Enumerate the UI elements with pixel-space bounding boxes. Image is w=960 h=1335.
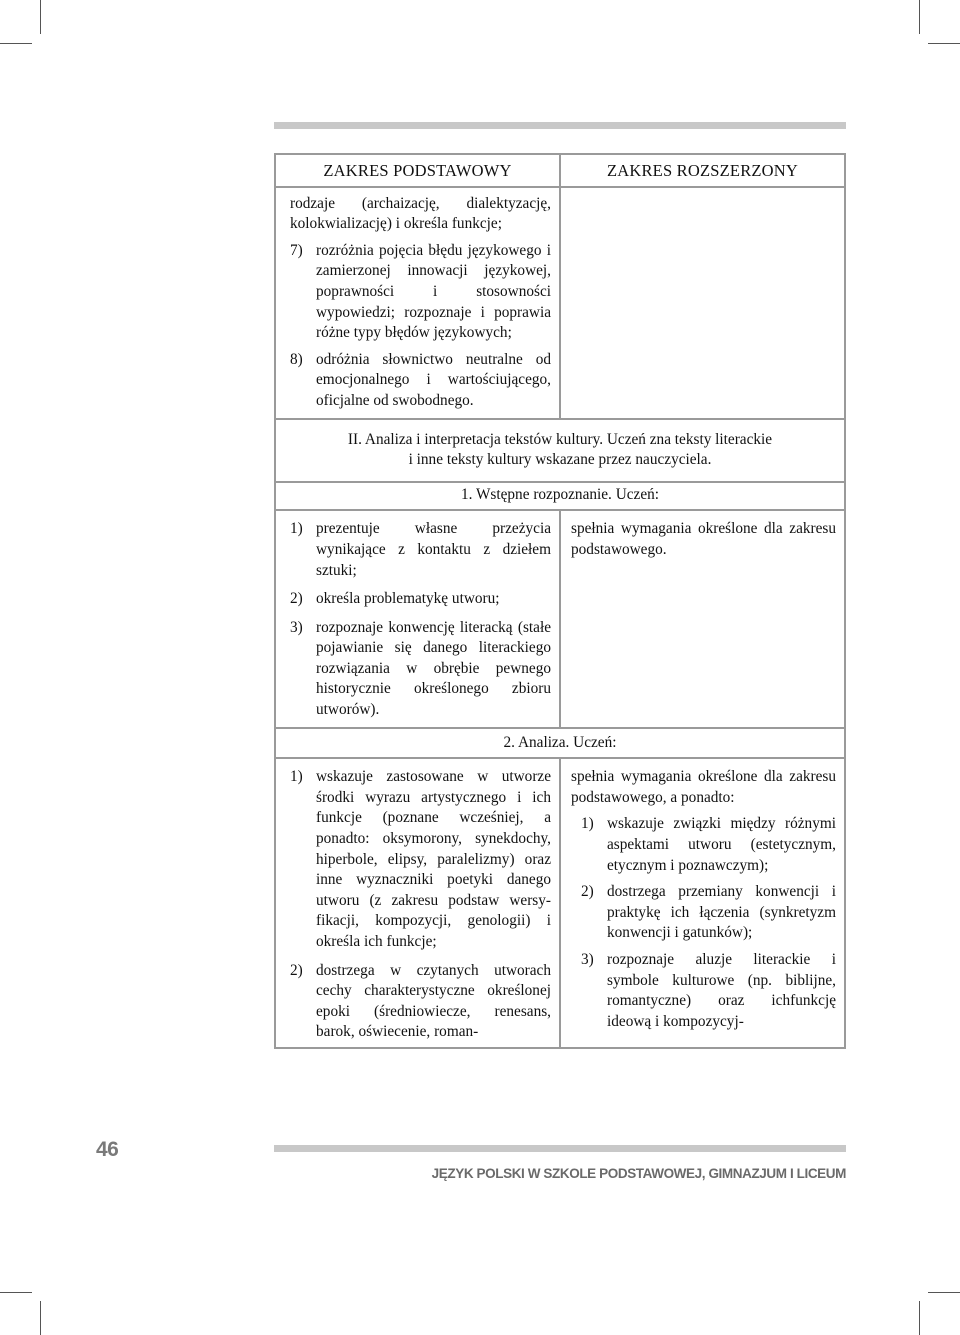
list-item xyxy=(571,882,836,944)
crop-mark xyxy=(919,0,920,34)
subsection-row xyxy=(275,728,845,759)
item-text: wskazuje związki między różnymi aspektami utworu (estetycznym, etycznym i poznawczym); xyxy=(607,815,836,874)
header-rule xyxy=(274,122,846,129)
basic-cell xyxy=(275,758,560,1048)
extended-cell xyxy=(560,758,845,1048)
item-number: 2) xyxy=(581,883,594,901)
item-number: 8) xyxy=(290,350,303,368)
crop-mark xyxy=(919,1301,920,1335)
header-basic: ZAKRES PODSTAWOWY xyxy=(275,154,560,187)
list-item xyxy=(290,618,551,721)
list-item xyxy=(571,950,836,1032)
requirements-table xyxy=(274,153,846,1049)
table-row xyxy=(275,510,845,727)
item-text: określa problematykę utworu; xyxy=(316,590,500,608)
crop-mark xyxy=(928,43,960,44)
subsection-title: 2. Analiza. Uczeń: xyxy=(275,728,845,759)
table-row xyxy=(275,758,845,1048)
item-number: 1) xyxy=(290,768,303,786)
section-line: II. Analiza i interpretacja tekstów kultury. Uczeń zna teksty literackie xyxy=(347,430,773,448)
table-header-row xyxy=(275,154,845,187)
basic-cell xyxy=(275,187,560,419)
list-item xyxy=(290,961,551,1043)
crop-mark xyxy=(0,1292,32,1293)
extended-text: spełnia wymagania określone dla zakresu podstawowego. xyxy=(571,520,836,558)
crop-mark xyxy=(0,43,32,44)
item-text: dostrzega przemiany konwencji i praktykę ich łączenia (synkretyzm konwencji i gatunków); xyxy=(607,883,836,942)
item-number: 3) xyxy=(290,618,303,636)
section-line: i inne teksty kultury wskazane przez nauczyciela. xyxy=(408,451,712,469)
item-text: odróżnia słownictwo neutralne od emocjonalnego i wartościującego, oficjalne od swobodnego. xyxy=(316,350,551,409)
footer-rule xyxy=(274,1145,846,1152)
item-number: 1) xyxy=(581,815,594,833)
item-number: 2) xyxy=(290,961,303,979)
section-row xyxy=(275,419,845,482)
intro-text: rodzaje (archaizację, dialektyzację, kolokwializację) i określa funkcje; xyxy=(290,194,551,233)
section-heading xyxy=(275,419,845,482)
header-extended: ZAKRES ROZSZERZONY xyxy=(560,154,845,187)
item-text: prezentuje własne przeżycia wynikające z kontaktu z dziełem sztuki; xyxy=(316,520,551,579)
list-item xyxy=(290,350,551,412)
subsection-title: 1. Wstępne rozpoznanie. Uczeń: xyxy=(275,482,845,511)
subsection-row xyxy=(275,482,845,511)
list-item xyxy=(290,589,551,610)
item-number: 3) xyxy=(581,951,594,968)
item-number: 7) xyxy=(290,241,303,259)
extended-cell xyxy=(560,510,845,727)
running-footer: JĘZYK POLSKI W SZKOLE PODSTAWOWEJ, GIMNAZJUM I LICEUM xyxy=(431,1166,846,1181)
crop-mark xyxy=(928,1292,960,1293)
item-number: 1) xyxy=(290,520,303,538)
list-item xyxy=(290,767,551,952)
list-item xyxy=(290,519,551,581)
item-text: dostrzega w czytanych utworach cechy charakterystyczne określonej epoki (średniowiecze, renesans, barok, oświecenie, roman- xyxy=(316,961,551,1041)
crop-mark xyxy=(40,1301,41,1335)
table-row xyxy=(275,187,845,419)
item-text: wskazuje zastosowane w utworze środki wyrazu artystycznego i ich funkcje (poznane wcześniej, a ponadto: oksymorony, synekdochy, hiperbole, elipsy, paralelizmy) oraz inne wyznaczniki poetyki danego utworu (z zakresu podstaw wersyfikacji, kompozycji, genologii) i określa ich funkcje; xyxy=(316,768,551,950)
item-text: rozpoznaje aluzje literackie i symbole kulturowe (np. biblijne, romantyczne) oraz ichfunkcję ideową i kompozycyj- xyxy=(607,951,836,1030)
extended-intro: spełnia wymagania określone dla zakresu podstawowego, a ponadto: xyxy=(571,768,836,806)
item-number: 2) xyxy=(290,590,303,608)
page-number: 46 xyxy=(96,1138,119,1161)
list-item xyxy=(290,241,551,344)
extended-cell-empty xyxy=(560,187,845,419)
item-text: rozpoznaje konwencję literacką (stałe pojawianie się danego literackiego rozwiązania w obrębie pewnego historycznie określonego zbioru utworów). xyxy=(316,618,551,719)
basic-cell xyxy=(275,510,560,727)
list-item xyxy=(571,814,836,876)
crop-mark xyxy=(40,0,41,34)
item-text: rozróżnia pojęcia błędu językowego i zamierzonej innowacji językowej, poprawności i stosowności wypowiedzi; rozpoznaje i poprawia różne typy błędów językowych; xyxy=(316,241,551,342)
